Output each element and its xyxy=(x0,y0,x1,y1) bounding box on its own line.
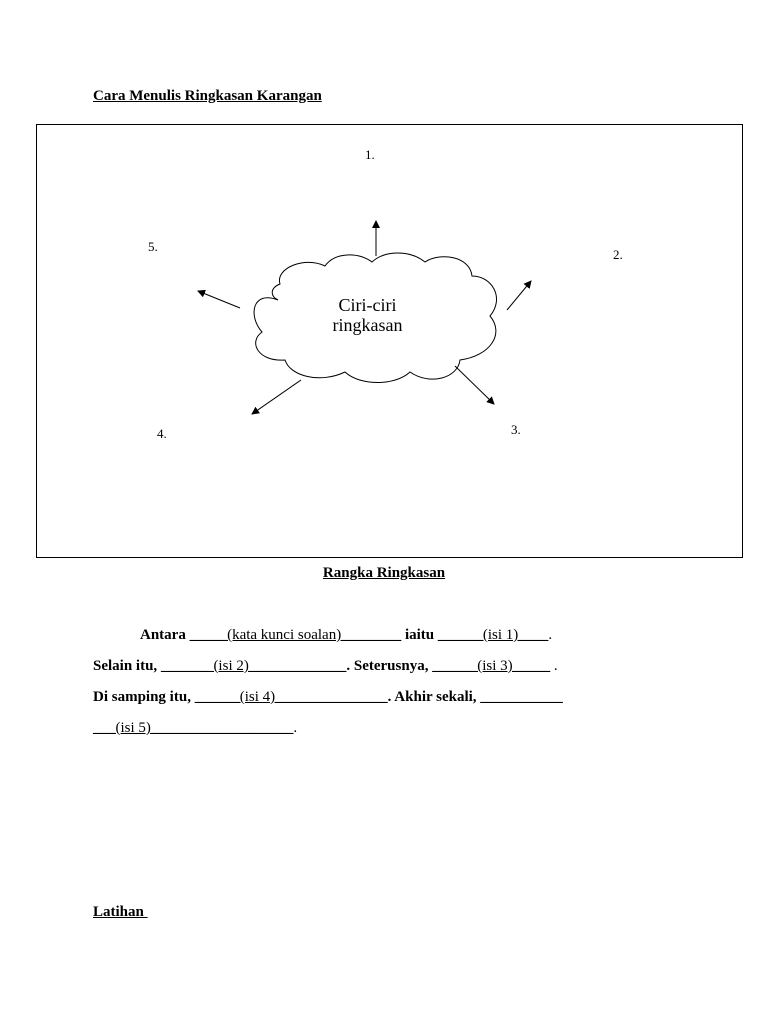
frame-line-3 xyxy=(93,689,563,706)
arrow-3 xyxy=(455,366,494,404)
frame-blank: _____(kata kunci soalan)________ xyxy=(189,627,402,643)
label-3: 3. xyxy=(511,422,521,437)
frame-blank: ______(isi 3)_____ xyxy=(432,658,551,674)
label-1: 1. xyxy=(365,147,375,162)
cloud-label-line2: ringkasan xyxy=(332,315,403,335)
frame-text: . xyxy=(548,627,553,643)
frame-blank: ___(isi 5)___________________ xyxy=(93,720,294,736)
frame-line-4 xyxy=(93,720,297,737)
cloud-label-line1: Ciri-ciri xyxy=(338,295,397,315)
frame-blank: ______(isi 4)_______________ xyxy=(194,689,388,705)
frame-blank: _______(isi 2)_____________ xyxy=(160,658,347,674)
arrow-4 xyxy=(252,380,301,414)
frame-line-1 xyxy=(140,627,552,644)
frame-blank: ___________ xyxy=(480,689,563,705)
label-4: 4. xyxy=(157,426,167,441)
frame-text: . Akhir sekali, xyxy=(387,689,481,705)
label-5: 5. xyxy=(148,239,158,254)
frame-text: . xyxy=(293,720,298,736)
section-title: Rangka Ringkasan xyxy=(322,565,446,581)
frame-text: . xyxy=(550,658,558,674)
label-2: 2. xyxy=(613,247,623,262)
frame-text: iaitu xyxy=(401,627,438,643)
arrow-2 xyxy=(507,281,531,310)
frame-blank: ______(isi 1)____ xyxy=(437,627,549,643)
frame-text: Antara xyxy=(140,627,190,643)
arrow-5 xyxy=(198,291,240,308)
cloud-label xyxy=(300,295,435,335)
page-title: Cara Menulis Ringkasan Karangan xyxy=(93,88,322,104)
exercise-heading: Latihan xyxy=(93,904,148,920)
frame-text: Selain itu, xyxy=(93,658,161,674)
frame-text: Di samping itu, xyxy=(93,689,195,705)
frame-line-2 xyxy=(93,658,558,675)
frame-text: . Seterusnya, xyxy=(346,658,433,674)
